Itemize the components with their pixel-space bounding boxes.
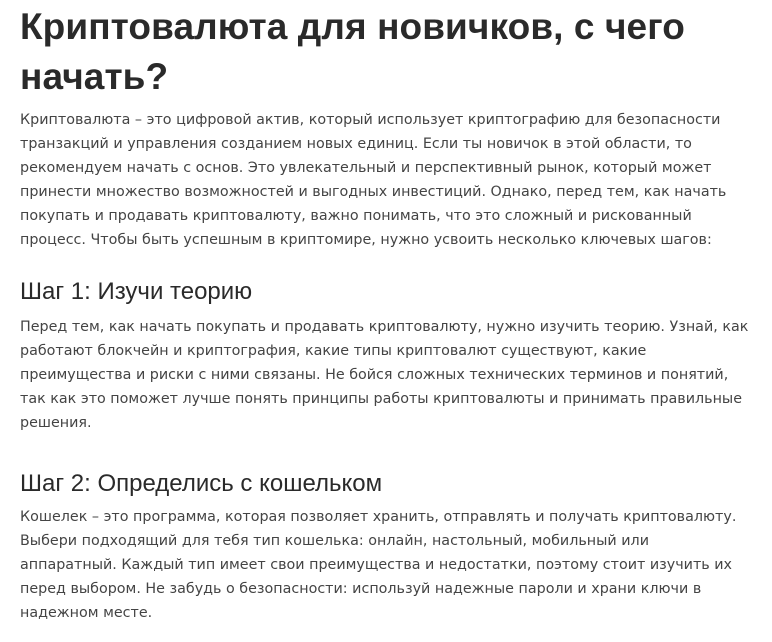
step-2-heading: Шаг 2: Определись с кошельком [20,470,383,497]
step-2-section [20,469,750,625]
intro-paragraph: Криптовалюта – это цифровой актив, который использует криптографию для безопасности транзакций и управления созданием новых единиц. Если ты новичок в этой области, то рекомендуем начать с основ. Это увлекательный и перспективный рынок, который может принести множество возможностей и выгодных инвестиций. Однако, перед тем, как начать покупать и продавать криптовалюту, важно понимать, что это сложный и рискованный процесс. Чтобы быть успешным в криптомире, нужно усвоить несколько ключевых шагов: [20,112,727,248]
step-1-heading: Шаг 1: Изучи теорию [20,278,253,305]
article [20,0,750,625]
article-title: Криптовалюта для новичков, с чего начать? [20,6,685,97]
step-2-paragraph: Кошелек – это программа, которая позволяет хранить, отправлять и получать криптовалюту. Выбери подходящий для тебя тип кошелька: онлайн, настольный, мобильный или аппаратный. Каждый тип имеет свои преимущества и недостатки, поэтому стоит изучить их перед выбором. Не забудь о безопасности: используй надежные пароли и храни ключи в надежном месте. [20,509,737,621]
step-1-paragraph: Перед тем, как начать покупать и продавать криптовалюту, нужно изучить теорию. Узнай, как работают блокчейн и криптография, какие типы криптовалют существуют, какие преимущества и риски с ними связаны. Не бойся сложных технических терминов и понятий, так как это поможет лучше понять принципы работы криптовалюты и принимать правильные решения. [20,319,749,431]
step-1-section [20,277,750,435]
